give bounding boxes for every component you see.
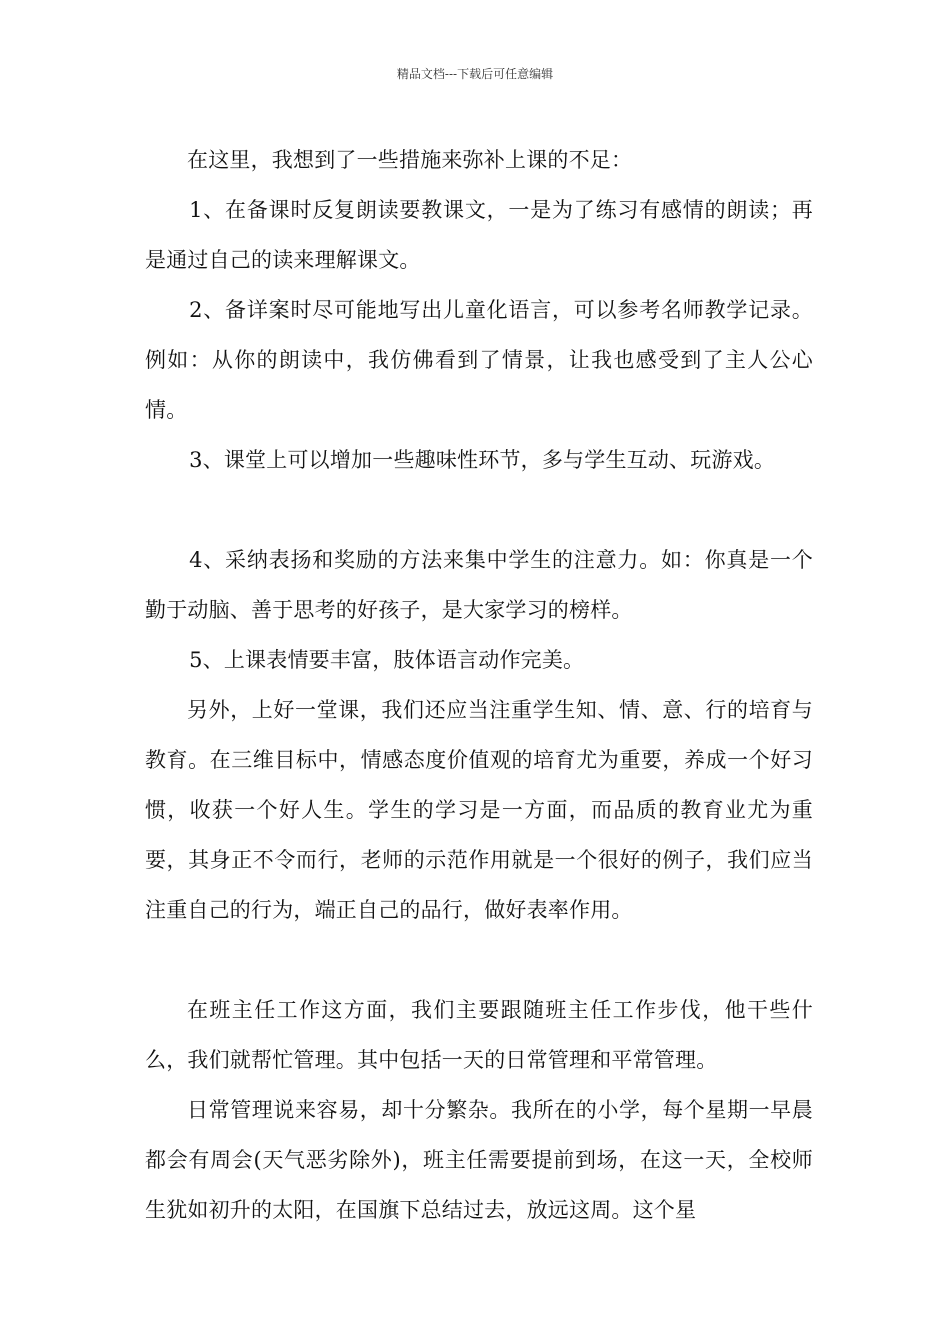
paragraph-item-4: 4、采纳表扬和奖励的方法来集中学生的注意力。如：你真是一个勤于动脑、善于思考的好孩子，是大家学习的榜样。 bbox=[145, 548, 813, 622]
paragraph-intro: 在这里，我想到了一些措施来弥补上课的不足： bbox=[187, 148, 633, 172]
document-body bbox=[145, 135, 813, 1235]
paragraph-item-2: 2、备详案时尽可能地写出儿童化语言，可以参考名师教学记录。例如：从你的朗读中，我仿佛看到了情景，让我也感受到了主人公心情。 bbox=[145, 298, 813, 422]
paragraph-item-3: 3、课堂上可以增加一些趣味性环节，多与学生互动、玩游戏。 bbox=[189, 448, 776, 472]
paragraph-item-1: 1、在备课时反复朗读要教课文，一是为了练习有感情的朗读；再是通过自己的读来理解课文。 bbox=[145, 198, 813, 272]
page-header: 精品文档---下载后可任意编辑 bbox=[396, 67, 554, 81]
paragraph-moral-education: 另外，上好一堂课，我们还应当注重学生知、情、意、行的培育与教育。在三维目标中，情感态度价值观的培育尤为重要，养成一个好习惯，收获一个好人生。学生的学习是一方面，而品质的教育业尤为重要，其身正不令而行，老师的示范作用就是一个很好的例子，我们应当注重自己的行为，端正自己的品行，做好表率作用。 bbox=[145, 698, 813, 922]
paragraph-class-teacher-work: 在班主任工作这方面，我们主要跟随班主任工作步伐，他干些什么，我们就帮忙管理。其中包括一天的日常管理和平常管理。 bbox=[145, 998, 813, 1072]
paragraph-gap bbox=[145, 485, 813, 535]
paragraph-daily-management: 日常管理说来容易，却十分繁杂。我所在的小学，每个星期一早晨都会有周会(天气恶劣除外)，班主任需要提前到场，在这一天，全校师生犹如初升的太阳，在国旗下总结过去，放远这周。这个星 bbox=[145, 1098, 813, 1222]
paragraph-item-5: 5、上课表情要丰富，肢体语言动作完美。 bbox=[189, 648, 585, 672]
paragraph-gap bbox=[145, 935, 813, 985]
